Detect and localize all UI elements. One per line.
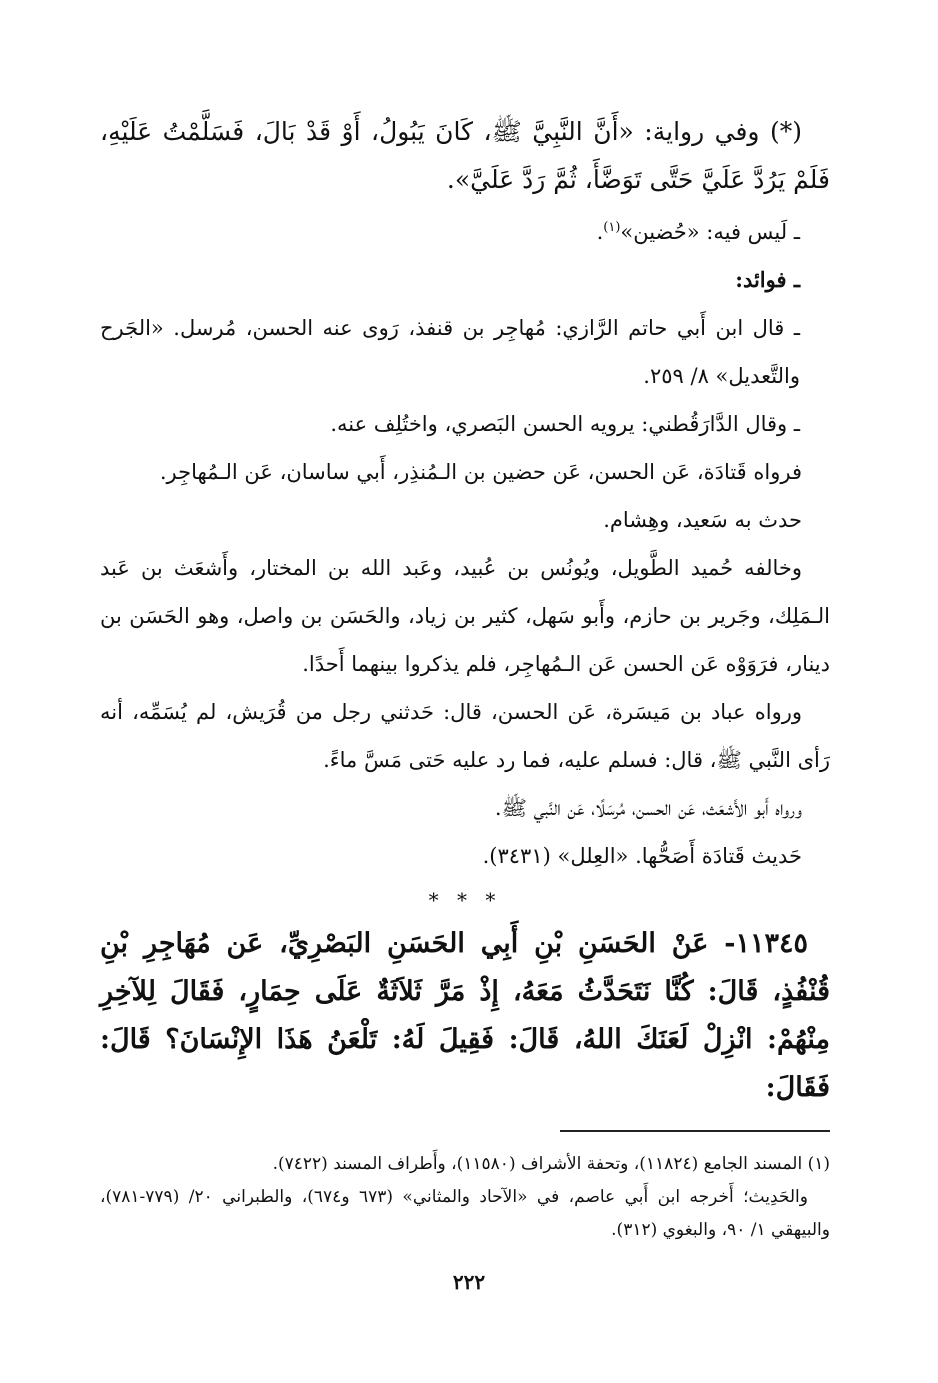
main-text bbox=[100, 108, 830, 880]
abbad-paragraph: ورواه عباد بن مَيسَرة، عَن الحسن، قال: حَدثني رجل من قُرَيش، لم يُسَمِّه، أنه رَأى النَّبي ﷺ، قال: فسلم عليه، فما رد عليه حَتى مَسَّ ماءً. bbox=[100, 700, 830, 772]
footnote-divider bbox=[560, 1130, 830, 1132]
qatada-paragraph: فرواه قَتادَة، عَن الحسن، عَن حضين بن الـمُنذِر، أَبي ساسان، عَن الـمُهاجِر. bbox=[159, 460, 802, 484]
conclusion-paragraph: حَديث قَتادَة أَصَحُّها. «العِلل» (٣٤٣١). bbox=[482, 844, 802, 868]
footnote-1-continued: والحَدِيث؛ أَخرجه ابن أَبي عاصم، في «الآحاد والمثاني» (٦٧٣ و٦٧٤)، والطبراني ٢٠/ (٧٧٩-٧٨١)، والبيهقي ١/ ٩٠، والبغوي (٣١٢). bbox=[100, 1187, 830, 1240]
abu-ashath-paragraph: ورواه أَبو الأَشعَث، عَن الحسن، مُرسَلًا، عَن النَّبي ﷺ. bbox=[494, 796, 802, 820]
note-text: ـ لَيس فيه: «حُضين» bbox=[620, 220, 800, 244]
note-end: . bbox=[596, 220, 604, 244]
section-separator: * * * bbox=[428, 888, 502, 912]
narration-paragraph: (*) وفي رواية: «أَنَّ النَّبِيَّ ﷺ، كَانَ يَبُولُ، أَوْ قَدْ بَالَ، فَسَلَّمْتُ عَلَيْهِ، فَلَمْ يَرُدَّ عَلَيَّ حَتَّى تَوَضَّأَ، ثُمَّ رَدَّ عَلَيَّ». bbox=[100, 117, 830, 194]
footnote-1: (١) المسند الجامع (١١٨٢٤)، وتحفة الأشراف (١١٥٨٠)، وأَطراف المسند (٧٤٢٢). bbox=[272, 1154, 830, 1174]
footnotes bbox=[100, 1148, 830, 1247]
narrated-by-paragraph: حدث به سَعيد، وهِشام. bbox=[603, 508, 802, 532]
footnote-marker[interactable]: (١) bbox=[603, 220, 621, 235]
benefits-heading: ـ فوائد: bbox=[735, 267, 800, 292]
ibn-abi-hatim-paragraph: ـ قال ابن أَبي حاتم الرَّازي: مُهاجِر بن قنفذ، رَوى عنه الحسن، مُرسل. «الجَرح والتَّعديل» ٨/ ٢٥٩. bbox=[100, 316, 800, 388]
hadith-text: ١١٣٤٥- عَنْ الحَسَنِ بْنِ أَبِي الحَسَنِ البَصْرِيِّ، عَن مُهَاجِرِ بْنِ قُنْفُذٍ، قَالَ: كُنَّا نَتَحَدَّثُ مَعَهُ، إِذْ مَرَّ ثَلاَثَةٌ عَلَى حِمَارٍ، فَقَالَ لِلآخِرِ مِنْهُمْ: انْزِلْ لَعَنَكَ اللهُ، قَالَ: فَقِيلَ لَهُ: تَلْعَنُ هَذَا الإِنْسَانَ؟ قَالَ: فَقَالَ: bbox=[100, 928, 830, 1103]
contradiction-paragraph: وخالفه حُميد الطَّويل، ويُونُس بن عُبيد، وعَبد الله بن المختار، وأَشعَث بن عَبد الـمَلِك، وجَرير بن حازم، وأَبو سَهل، كثير بن زياد، والحَسَن بن واصل، وهو الحَسَن بن دينار، فرَوَوْه عَن الحسن عَن الـمُهاجِر، فلم يذكروا بينهما أَحدًا. bbox=[100, 556, 830, 676]
page-number: ٢٢٢ bbox=[452, 1270, 486, 1294]
daraqutni-paragraph: ـ وقال الدَّارَقُطني: يرويه الحسن البَصري، واختُلِف عنه. bbox=[330, 412, 800, 436]
page-body bbox=[100, 108, 830, 1112]
note-line bbox=[100, 204, 830, 256]
